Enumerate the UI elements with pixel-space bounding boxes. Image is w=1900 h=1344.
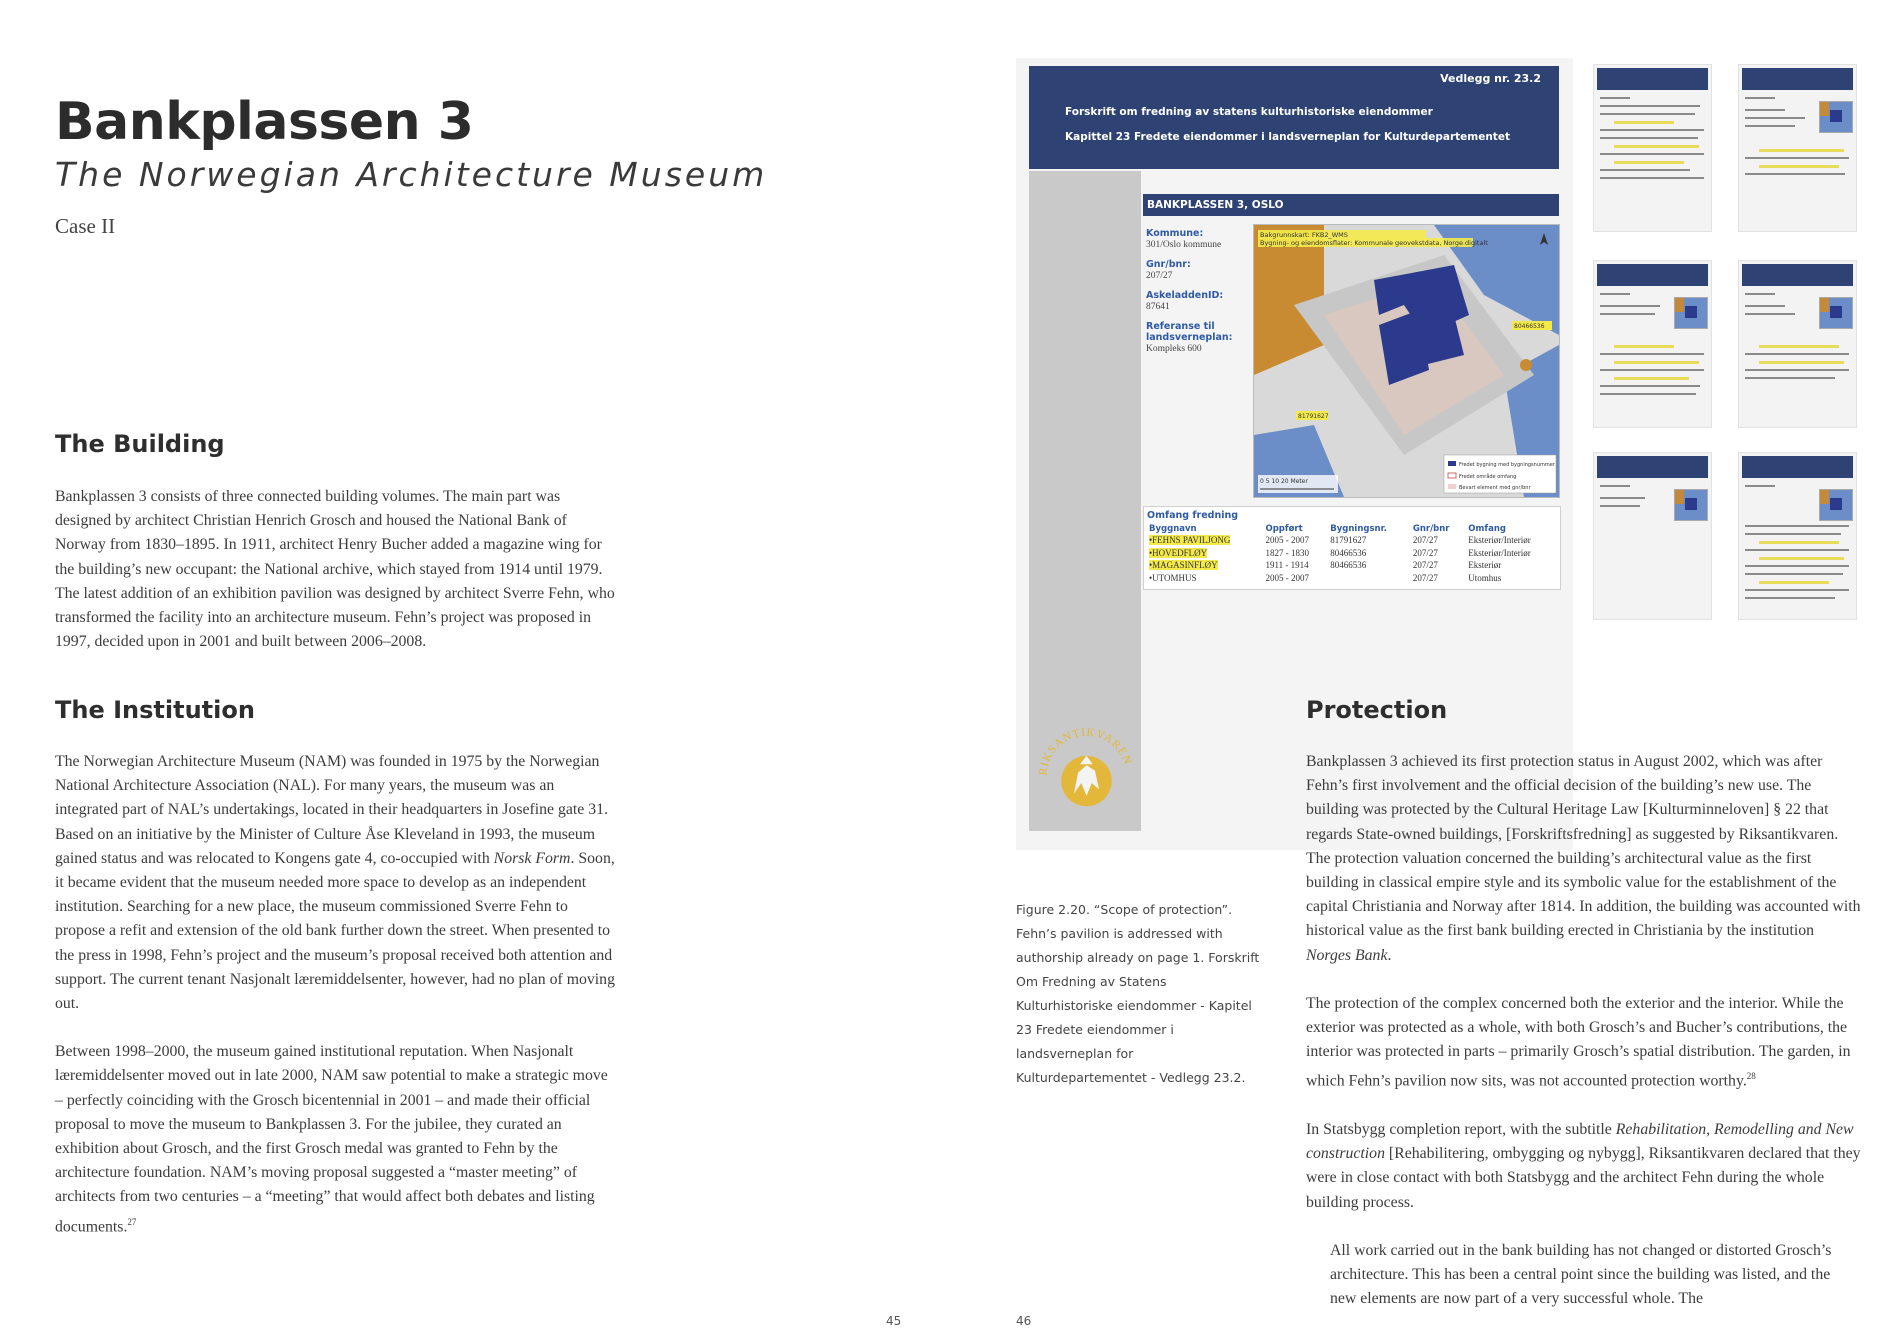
page-subtitle: The Norwegian Architecture Museum — [55, 155, 768, 194]
col-header: Byggnavn — [1149, 524, 1197, 534]
protection-heading: Protection — [1306, 696, 1448, 724]
map-legend-3: Bevart element med gnr/bnr — [1459, 485, 1531, 491]
omfang-title: Omfang fredning — [1147, 510, 1239, 521]
col-header: Bygningsnr. — [1330, 524, 1387, 534]
protection-paragraph-2: The protection of the complex concerned both the exterior and the interior. While the exterior was protected as a whole, with both Grosch’s and Bucher’s contributions, the interior was protected in parts – primarily Grosch’s spatial distribution. The garden, in which Fehn’s pavilion now sits, was not accounted protection worthy.$^{28}$ — [1306, 994, 1851, 1090]
page-number-right: 46 — [1016, 1314, 1032, 1328]
protection-paragraph-3: In Statsbygg completion report, with the subtitle Rehabilitation, Remodelling and New construction [Rehabilitering, ombygging og nybygg], Riksantikvaren declared that they were in close contact with both Statsbygg and the architect Fehn during the whole building process. — [1306, 1120, 1861, 1211]
document-thumbnail — [1593, 64, 1712, 232]
field-value: Kompleks 600 — [1146, 344, 1202, 354]
building-name: •MAGASINFLØY — [1149, 560, 1218, 570]
case-label: Case II — [55, 214, 116, 238]
header-line-2: Kapittel 23 Fredete eiendommer i landsverneplan for Kulturdepartementet — [1065, 131, 1510, 143]
map-legend-2: Fredet område omfang — [1459, 474, 1517, 480]
building-paragraph: Bankplassen 3 consists of three connected building volumes. The main part was designed by architect Christian Henrich Grosch and housed the National Bank of Norway from 1830–1895. In 1911, architect Henry Bucher added a magazine wing for the building’s new occupant: the National archive, which stayed from 1914 until 1979. The latest addition of an exhibition pavilion was designed by architect Sverre Fehn, who transformed the facility into an architecture museum. Fehn’s project was proposed in 1997, decided upon in 2001 and built between 2006–2008. — [55, 488, 615, 651]
table-row: •MAGASINFLØY 1911 - 1914 80466536 207/27 Eksteriør — [1149, 560, 1502, 570]
document-thumbnail — [1593, 260, 1712, 428]
footnote-ref: 27 — [127, 1216, 137, 1227]
riksantikvaren-seal — [1034, 718, 1139, 823]
document-thumbnail — [1738, 64, 1857, 232]
table-row: •FEHNS PAVILJONG 2005 - 2007 81791627 207/27 Eksteriør/Interiør — [1149, 535, 1531, 545]
document-thumbnail — [1738, 452, 1857, 620]
seal-text: RIKSANTIKVAREN — [1037, 726, 1134, 777]
building-name: •UTOMHUS — [1149, 572, 1197, 583]
page-title: Bankplassen 3 — [55, 92, 474, 152]
document-thumbnail — [1738, 260, 1857, 428]
site-map — [1253, 224, 1560, 498]
field-value: 207/27 — [1146, 271, 1173, 281]
property-fields — [1146, 228, 1256, 363]
building-name: •FEHNS PAVILJONG — [1149, 535, 1231, 545]
col-header: Gnr/bnr — [1412, 524, 1450, 534]
field-key: Kommune: — [1146, 228, 1204, 239]
field-key: Gnr/bnr: — [1146, 259, 1191, 270]
document-thumbnail — [1593, 452, 1712, 620]
institution-heading: The Institution — [55, 696, 255, 724]
map-label-2: Bygning- og eiendomsflater: Kommunale geovekstdata, Norge digitalt — [1260, 239, 1488, 247]
table-row: •HOVEDFLØY 1827 - 1830 80466536 207/27 Eksteriør/Interiør — [1149, 547, 1531, 558]
institution-paragraph-2: Between 1998–2000, the museum gained institutional reputation. When Nasjonalt læremiddelsenter moved out in late 2000, NAM saw potential to make a strategic move – perfectly coinciding with the Grosch bicentennial in 2001 – and made their official proposal to move the museum to Bankplassen 3. For the jubilee, they curated an exhibition about Grosch, and the first Grosch medal was granted to Fehn by the architecture foundation. NAM’s moving proposal suggested a “master meeting” of architects from two centuries – a “meeting” that would affect both debates and listing documents.$^{27}$ — [55, 1043, 608, 1235]
header-line-1: Forskrift om fredning av statens kulturhistoriske eiendommer — [1065, 106, 1433, 118]
table-row: •UTOMHUS 2005 - 2007 207/27 Utomhus — [1149, 572, 1502, 583]
map-scale: 0 5 10 20 Meter — [1260, 478, 1308, 485]
figure-caption: Figure 2.20. “Scope of protection”. Fehn’s pavilion is addressed with authorship already on page 1. Forskrift Om Fredning av Statens Kulturhistoriske eiendommer - Kapitel 23 Fredete eiendommer i landsverneplan for Kulturdepartementet - Vedlegg 23.2. — [1016, 902, 1260, 1085]
map-legend-1: Fredet bygning med bygningsnummer — [1459, 462, 1555, 468]
building-name: •HOVEDFLØY — [1149, 547, 1208, 558]
block-quote: All work carried out in the bank building has not changed or distorted Grosch’s architecture. This has been a central point since the building was listed, and the new elements are now part of a very successful whole. The — [1330, 1241, 1832, 1308]
field-key: Referanse til landsverneplan: — [1146, 321, 1233, 343]
building-heading: The Building — [55, 430, 225, 458]
property-title: BANKPLASSEN 3, OSLO — [1143, 194, 1559, 216]
map-tag-a: 80466536 — [1514, 323, 1545, 330]
vedlegg-label: Vedlegg nr. 23.2 — [1440, 72, 1541, 85]
field-value: 301/Oslo kommune — [1146, 240, 1222, 250]
protection-paragraph-1: Bankplassen 3 achieved its first protection status in August 2002, which was after Fehn’s first involvement and the official decision of the building’s new use. The building was protected by the Cultural Heritage Law [Kulturminneloven] § 22 that regards State-owned buildings, [Forskriftsfredning] as suggested by Riksantikvaren. The protection valuation concerned the building’s architectural value as the first building in classical empire style and its symbolic value for the establishment of the capital Christiania and Norway after 1814. In addition, the building was accounted with historical value as the first bank building erected in Christiania by the institution Norges Bank. — [1306, 753, 1861, 964]
institution-text — [55, 750, 615, 1263]
document-header — [1029, 66, 1559, 169]
map-label-1: Bakgrunnskart: FKB2_WMS — [1260, 231, 1348, 239]
institution-paragraph-1: The Norwegian Architecture Museum (NAM) was founded in 1975 by the Norwegian National Architecture Association (NAL). For many years, the museum was an integrated part of NAL’s undertakings, located in their headquarters in Josefine gate 31. Based on an initiative by the Minister of Culture Åse Kleveland in 1993, the museum gained status and was relocated to Kongens gate 4, co-occupied with Norsk Form. Soon, it became evident that the museum needed more space to develop as an independent institution. Searching for a new place, the museum commissioned Sverre Fehn to propose a refit and extension of the old bank further down the street. When presented to the press in 1998, Fehn’s project and the museum’s proposal received both attention and support. The current tenant Nasjonalt læremiddelsenter, however, had no plan of moving out. — [55, 753, 615, 1013]
field-value: 87641 — [1146, 302, 1170, 312]
field-key: AskeladdenID: — [1146, 290, 1224, 301]
building-text — [55, 485, 615, 678]
page-number-left: 45 — [886, 1314, 902, 1328]
col-header: Omfang — [1468, 524, 1506, 534]
protection-scope-table — [1143, 506, 1561, 590]
col-header: Oppført — [1265, 524, 1303, 534]
footnote-ref: 28 — [1746, 1071, 1756, 1082]
protection-document — [1016, 58, 1573, 850]
map-tag-b: 81791627 — [1298, 413, 1329, 420]
protection-text — [1306, 750, 1862, 1335]
